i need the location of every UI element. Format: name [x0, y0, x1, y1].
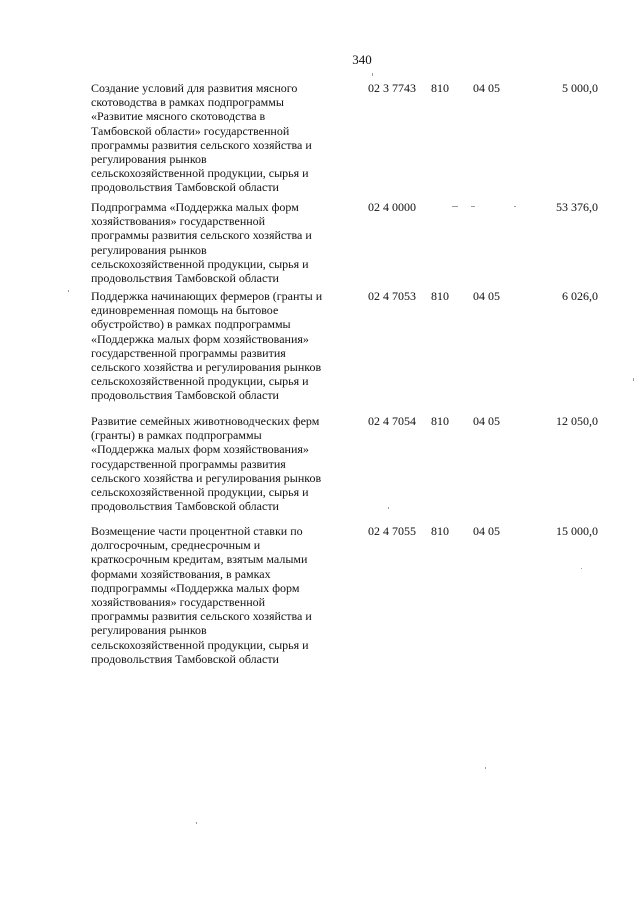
target-article-code: 02 3 7743: [368, 81, 416, 95]
scan-speck: [514, 206, 516, 207]
budget-table: [91, 81, 611, 674]
description-line: сельскохозяйственной продукции, сырья и: [91, 256, 309, 271]
scan-speck: [471, 206, 475, 207]
description-line: сельскохозяйственной продукции, сырья и: [91, 166, 309, 181]
description-line: Возмещение части процентной ставки по: [91, 524, 303, 538]
description-line: регулирования рынков: [91, 623, 207, 638]
row-description: [91, 289, 359, 403]
description-line: программы развития сельского хозяйства и: [91, 137, 312, 152]
table-row: [91, 289, 611, 414]
description-line: Тамбовской области» государственной: [91, 123, 290, 138]
description-line: (гранты) в рамках подпрограммы: [91, 428, 262, 443]
description-line: долгосрочным, среднесрочным и: [91, 538, 261, 553]
description-line: формами хозяйствования, в рамках: [91, 566, 271, 581]
description-line: хозяйствования» государственной: [91, 214, 266, 229]
row-description: [91, 81, 359, 195]
description-line: Поддержка начинающих фермеров (гранты и: [91, 289, 323, 303]
target-article-code: 02 4 0000: [368, 200, 416, 214]
description-line: краткосрочным кредитам, взятым малыми: [91, 552, 308, 567]
scan-speck: [452, 206, 458, 207]
row-description: [91, 414, 359, 513]
scan-speck: [372, 73, 373, 76]
target-article-code: 02 4 7055: [368, 524, 416, 538]
section-code: 04 05: [473, 524, 500, 538]
target-article-code: 02 4 7053: [368, 289, 416, 303]
scan-speck: [485, 767, 486, 769]
target-article-code: 02 4 7054: [368, 414, 416, 428]
description-line: программы развития сельского хозяйства и: [91, 228, 312, 243]
description-line: программы развития сельского хозяйства и: [91, 609, 312, 624]
row-description: [91, 200, 359, 285]
amount: 53 376,0: [556, 200, 598, 214]
scan-speck: [581, 568, 582, 569]
description-line: подпрограммы «Поддержка малых форм: [91, 580, 300, 595]
description-line: государственной программы развития: [91, 456, 286, 471]
description-line: «Поддержка малых форм хозяйствования»: [91, 442, 309, 457]
description-line: сельскохозяйственной продукции, сырья и: [91, 637, 309, 652]
row-description: [91, 524, 359, 666]
description-line: сельского хозяйства и регулирования рынков: [91, 470, 322, 485]
table-row: [91, 200, 611, 289]
description-line: единовременная помощь на бытовое: [91, 303, 279, 318]
description-line: сельского хозяйства и регулирования рынков: [91, 360, 322, 375]
description-line: продовольствия Тамбовской области: [91, 271, 279, 286]
description-line: продовольствия Тамбовской области: [91, 651, 279, 666]
scan-speck: [633, 378, 634, 381]
section-code: 04 05: [473, 289, 500, 303]
amount: 15 000,0: [556, 524, 598, 538]
table-row: [91, 524, 611, 674]
description-line: сельскохозяйственной продукции, сырья и: [91, 374, 309, 389]
table-row: [91, 414, 611, 524]
page-number: 340: [352, 52, 372, 67]
section-code: 04 05: [473, 414, 500, 428]
description-line: регулирования рынков: [91, 242, 207, 257]
description-line: сельскохозяйственной продукции, сырья и: [91, 485, 309, 500]
description-line: скотоводства в рамках подпрограммы: [91, 95, 284, 110]
description-line: регулирования рынков: [91, 152, 207, 167]
description-line: Подпрограмма «Поддержка малых форм: [91, 200, 299, 214]
amount: 5 000,0: [562, 81, 598, 95]
amount: 6 026,0: [562, 289, 598, 303]
table-row: [91, 81, 611, 200]
description-line: Создание условий для развития мясного: [91, 81, 298, 95]
description-line: продовольствия Тамбовской области: [91, 499, 279, 514]
expense-type-code: 810: [431, 524, 449, 538]
expense-type-code: 810: [431, 81, 449, 95]
scan-speck: [68, 290, 69, 292]
section-code: 04 05: [473, 81, 500, 95]
description-line: продовольствия Тамбовской области: [91, 180, 279, 195]
description-line: продовольствия Тамбовской области: [91, 388, 279, 403]
description-line: Развитие семейных животноводческих ферм: [91, 414, 320, 428]
expense-type-code: 810: [431, 289, 449, 303]
scan-speck: [196, 822, 197, 824]
scan-speck: [388, 507, 389, 509]
expense-type-code: 810: [431, 414, 449, 428]
amount: 12 050,0: [556, 414, 598, 428]
description-line: государственной программы развития: [91, 345, 286, 360]
description-line: обустройство) в рамках подпрограммы: [91, 317, 291, 332]
description-line: хозяйствования» государственной: [91, 595, 266, 610]
description-line: «Развитие мясного скотоводства в: [91, 109, 266, 124]
description-line: «Поддержка малых форм хозяйствования»: [91, 331, 309, 346]
